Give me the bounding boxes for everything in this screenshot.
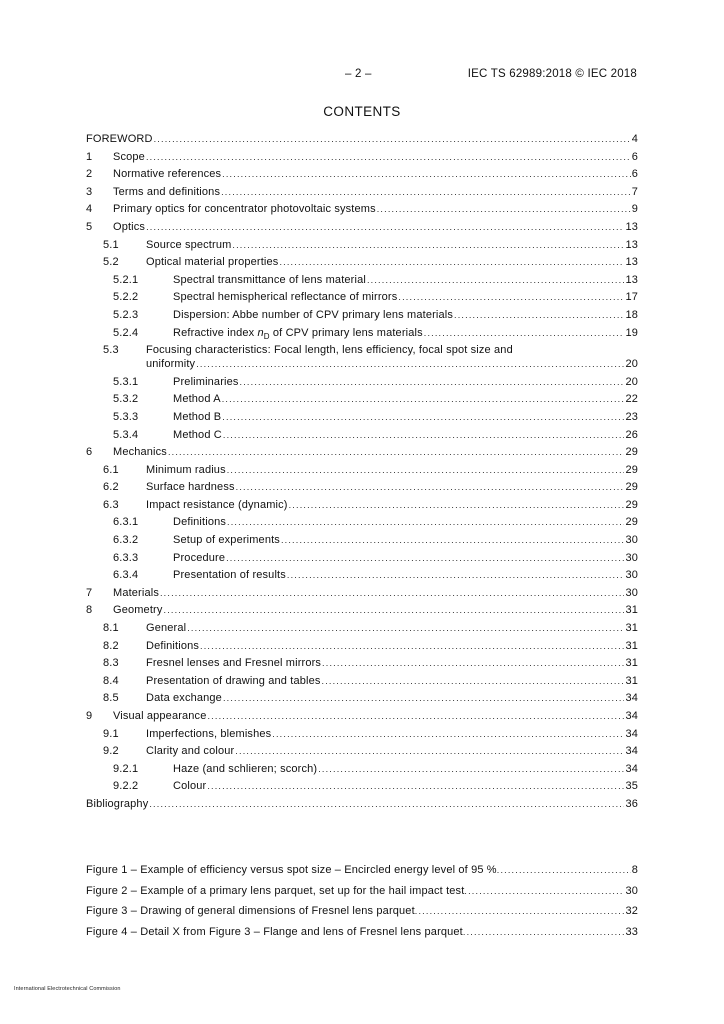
toc-entry-number: 5.1 — [103, 238, 119, 251]
toc-entry-text: Bibliography — [86, 796, 149, 814]
table-of-contents — [86, 131, 638, 814]
toc-entry-page: 34 — [625, 745, 638, 758]
dot-leader — [154, 131, 631, 149]
toc-entry-text: Colour — [173, 778, 207, 796]
toc-entry-page: 29 — [625, 481, 638, 494]
toc-entry-number: 5.2.3 — [113, 308, 139, 321]
toc-entry-text: Imperfections, blemishes — [146, 726, 272, 744]
toc-entry-text: Definitions — [173, 514, 227, 532]
dot-leader — [232, 237, 624, 255]
toc-entry-page: 4 — [631, 133, 638, 145]
toc-entry-page: 13 — [625, 238, 638, 251]
toc-entry-text: Minimum radius — [146, 462, 227, 480]
toc-entry-page: 29 — [625, 498, 638, 511]
toc-entry[interactable] — [86, 585, 638, 603]
toc-entry-page: 30 — [625, 569, 638, 582]
toc-entry-text: Method B — [173, 409, 222, 427]
figure-caption: Figure 2 – Example of a primary lens parquet, set up for the hail impact test — [86, 884, 465, 897]
toc-entry-page: 13 — [625, 273, 638, 286]
toc-entry-text: Optics — [113, 219, 146, 237]
toc-entry-text: Method A — [173, 391, 222, 409]
toc-entry-page: 26 — [625, 428, 638, 441]
toc-entry-page: 29 — [625, 516, 638, 529]
dot-leader — [424, 325, 625, 343]
toc-entry-number: 9.2 — [103, 745, 119, 758]
figure-list-entry[interactable] — [86, 881, 638, 902]
toc-entry-page: 35 — [625, 780, 638, 793]
toc-entry-text: Primary optics for concentrator photovoltaic systems — [113, 201, 377, 219]
figure-page: 30 — [625, 884, 638, 897]
toc-entry-number: 8.4 — [103, 674, 119, 687]
toc-entry-text: Surface hardness — [146, 479, 236, 497]
toc-entry-page: 17 — [625, 291, 638, 304]
refractive-index-subscript: D — [263, 331, 270, 341]
dot-leader — [146, 149, 631, 167]
toc-entry[interactable] — [86, 427, 638, 445]
toc-entry-text-part: Refractive index — [173, 326, 258, 339]
dot-leader — [196, 356, 624, 374]
toc-entry-page: 30 — [625, 551, 638, 564]
toc-entry-text: Spectral hemispherical reflectance of mirrors — [173, 289, 398, 307]
dot-leader — [318, 761, 624, 779]
figure-caption: Figure 3 – Drawing of general dimensions of Fresnel lens parquet — [86, 905, 415, 917]
document-reference: IEC TS 62989:2018 © IEC 2018 — [467, 68, 637, 80]
toc-entry-number: 5.3.4 — [113, 428, 139, 441]
toc-entry-text: Visual appearance — [113, 708, 207, 726]
toc-entry[interactable] — [86, 532, 638, 550]
toc-entry-text: Preliminaries — [173, 374, 240, 392]
toc-entry-text: Focusing characteristics: Focal length, lens efficiency, focal spot size and — [146, 342, 514, 360]
toc-entry-wrapped[interactable] — [86, 342, 638, 356]
dot-leader — [463, 922, 625, 943]
toc-entry-page: 31 — [625, 639, 638, 652]
dot-leader — [322, 673, 625, 691]
toc-entry-page: 6 — [631, 150, 638, 163]
toc-entry-page: 18 — [625, 308, 638, 321]
toc-entry-number: 5 — [86, 220, 93, 233]
toc-entry[interactable] — [86, 462, 638, 480]
toc-entry-text: uniformity — [146, 356, 196, 374]
dot-leader — [235, 743, 624, 761]
dot-leader — [222, 391, 625, 409]
toc-entry-text: Normative references — [113, 166, 222, 184]
toc-entry-page: 34 — [625, 710, 638, 722]
toc-entry-text: Spectral transmittance of lens material — [173, 272, 367, 290]
toc-entry[interactable] — [86, 131, 638, 149]
list-of-figures — [86, 860, 638, 942]
toc-entry[interactable] — [86, 219, 638, 237]
toc-entry[interactable] — [86, 391, 638, 409]
figure-list-entry[interactable] — [86, 901, 638, 922]
figure-caption: Figure 4 – Detail X from Figure 3 – Flange and lens of Fresnel lens parquet — [86, 925, 463, 938]
dot-leader — [187, 620, 624, 638]
toc-entry-text: Data exchange — [146, 690, 223, 708]
toc-entry-text: Source spectrum — [146, 237, 232, 255]
toc-entry-text: Materials — [113, 585, 160, 603]
toc-entry-number: 8.2 — [103, 639, 119, 652]
toc-entry-number: 5.3.3 — [113, 410, 139, 423]
toc-entry[interactable] — [86, 184, 638, 202]
toc-entry-text: Presentation of drawing and tables — [146, 673, 322, 691]
toc-entry-page: 13 — [625, 220, 638, 233]
toc-entry[interactable] — [86, 690, 638, 708]
dot-leader — [289, 497, 625, 515]
toc-entry[interactable] — [86, 796, 638, 814]
toc-entry-number: 6.1 — [103, 463, 119, 476]
toc-entry[interactable] — [86, 254, 638, 272]
dot-leader — [272, 726, 624, 744]
figure-page: 33 — [625, 925, 638, 938]
dot-leader — [160, 585, 624, 603]
dot-leader — [226, 550, 624, 568]
toc-entry-text: Dispersion: Abbe number of CPV primary lens materials — [173, 307, 454, 325]
toc-entry-text-part: of CPV primary lens materials — [269, 326, 423, 339]
toc-entry-number: 8.5 — [103, 692, 119, 705]
toc-entry-number: 5.2.4 — [113, 326, 139, 339]
dot-leader — [287, 567, 625, 585]
toc-entry[interactable] — [86, 550, 638, 568]
figure-page: 8 — [631, 864, 638, 876]
toc-entry-text: Clarity and colour — [146, 743, 235, 761]
toc-entry[interactable] — [86, 743, 638, 761]
toc-entry-number: 9.2.2 — [113, 780, 139, 793]
dot-leader — [227, 462, 625, 480]
toc-entry-text: Setup of experiments — [173, 532, 281, 550]
toc-entry-number: 5.2.1 — [113, 273, 139, 286]
toc-entry-text: Haze (and schlieren; scorch) — [173, 761, 318, 779]
toc-entry[interactable] — [86, 514, 638, 532]
dot-leader — [207, 778, 624, 796]
toc-entry-page: 31 — [625, 657, 638, 670]
dot-leader — [281, 532, 625, 550]
dot-leader — [223, 690, 625, 708]
toc-entry-page: 36 — [625, 797, 638, 810]
toc-entry-page: 7 — [631, 185, 638, 198]
toc-entry[interactable] — [86, 356, 638, 374]
toc-entry[interactable] — [86, 602, 638, 620]
toc-entry-number: 9.1 — [103, 727, 119, 740]
toc-entry-text: Optical material properties — [146, 254, 279, 272]
toc-entry-text: FOREWORD — [86, 131, 154, 149]
toc-entry-number: 4 — [86, 203, 93, 216]
toc-entry-number: 8 — [86, 604, 93, 617]
toc-entry[interactable] — [86, 655, 638, 673]
toc-entry-number: 9.2.1 — [113, 762, 139, 775]
toc-entry[interactable] — [86, 237, 638, 255]
toc-entry-page: 9 — [631, 203, 638, 216]
toc-entry-text: Fresnel lenses and Fresnel mirrors — [146, 655, 322, 673]
toc-entry-text: Presentation of results — [173, 567, 287, 585]
toc-entry-page: 31 — [625, 604, 638, 617]
dot-leader — [207, 708, 624, 726]
toc-entry-number: 2 — [86, 168, 93, 181]
toc-entry-page: 30 — [625, 534, 638, 547]
contents-title: CONTENTS — [323, 104, 401, 119]
toc-entry-number: 9 — [86, 710, 93, 722]
toc-entry-text: General — [146, 620, 187, 638]
toc-entry-page: 34 — [625, 727, 638, 740]
toc-entry-page: 29 — [625, 446, 638, 459]
toc-entry-page: 20 — [625, 375, 638, 388]
toc-entry[interactable] — [86, 289, 638, 307]
toc-entry[interactable] — [86, 708, 638, 726]
toc-entry-page: 23 — [625, 410, 638, 423]
refractive-index-symbol: n — [257, 326, 264, 339]
toc-entry[interactable] — [86, 479, 638, 497]
toc-entry-page: 29 — [625, 463, 638, 476]
page-number: – 2 – — [345, 68, 372, 80]
toc-entry-number: 8.3 — [103, 657, 119, 670]
toc-entry-number: 5.3 — [103, 344, 119, 357]
toc-entry[interactable] — [86, 444, 638, 462]
toc-entry[interactable] — [86, 497, 638, 515]
toc-entry-page: 31 — [625, 674, 638, 687]
toc-entry-number: 6.3.1 — [113, 516, 139, 529]
dot-leader — [227, 514, 624, 532]
dot-leader — [454, 307, 624, 325]
dot-leader — [464, 881, 624, 902]
toc-entry-page: 34 — [625, 692, 638, 705]
toc-entry-text: Definitions — [146, 638, 200, 656]
toc-entry-text: Scope — [113, 149, 146, 167]
toc-entry[interactable] — [86, 761, 638, 779]
toc-entry[interactable] — [86, 166, 638, 184]
toc-entry-number: 6.2 — [103, 481, 119, 494]
dot-leader — [367, 272, 625, 290]
toc-entry[interactable] — [86, 567, 638, 585]
toc-entry[interactable] — [86, 272, 638, 290]
publisher-footer: International Electrotechnical Commission — [14, 986, 121, 992]
toc-entry-page: 34 — [625, 762, 638, 775]
dot-leader — [236, 479, 625, 497]
toc-entry-page: 20 — [625, 358, 638, 371]
dot-leader — [415, 901, 625, 922]
toc-entry-page: 6 — [631, 168, 638, 181]
dot-leader — [398, 289, 624, 307]
dot-leader — [146, 219, 624, 237]
dot-leader — [221, 184, 631, 202]
toc-entry[interactable] — [86, 726, 638, 744]
toc-entry-number: 6 — [86, 446, 93, 459]
toc-entry-text: Impact resistance (dynamic) — [146, 497, 289, 515]
figure-list-entry[interactable] — [86, 860, 638, 881]
toc-entry-page: 30 — [625, 586, 638, 599]
toc-entry[interactable] — [86, 673, 638, 691]
dot-leader — [223, 427, 625, 445]
toc-entry-number: 6.3.4 — [113, 569, 139, 582]
toc-entry-number: 1 — [86, 150, 93, 163]
dot-leader — [222, 166, 631, 184]
toc-entry-page: 19 — [625, 326, 638, 339]
dot-leader — [164, 602, 625, 620]
toc-entry-number: 6.3.2 — [113, 534, 139, 547]
dot-leader — [149, 796, 624, 814]
toc-entry[interactable] — [86, 638, 638, 656]
toc-entry-text: Geometry — [113, 602, 164, 620]
toc-entry-text: Procedure — [173, 550, 226, 568]
toc-entry[interactable] — [86, 374, 638, 392]
toc-entry-text: Mechanics — [113, 444, 168, 462]
toc-entry-page: 13 — [625, 256, 638, 269]
toc-entry-number: 5.2 — [103, 256, 119, 269]
toc-entry[interactable] — [86, 149, 638, 167]
dot-leader — [377, 201, 631, 219]
dot-leader — [168, 444, 625, 462]
toc-entry-text: Method C — [173, 427, 223, 445]
toc-entry-number: 8.1 — [103, 622, 119, 635]
toc-entry-number: 5.2.2 — [113, 291, 139, 304]
dot-leader — [222, 409, 624, 427]
toc-entry-number: 5.3.2 — [113, 393, 139, 406]
dot-leader — [497, 860, 631, 881]
toc-entry[interactable] — [86, 325, 638, 343]
toc-entry[interactable] — [86, 201, 638, 219]
toc-entry[interactable] — [86, 307, 638, 325]
dot-leader — [240, 374, 625, 392]
toc-entry-page: 22 — [625, 393, 638, 406]
toc-entry-number: 5.3.1 — [113, 375, 139, 388]
dot-leader — [322, 655, 624, 673]
toc-entry[interactable] — [86, 778, 638, 796]
dot-leader — [279, 254, 624, 272]
figure-list-entry[interactable] — [86, 922, 638, 943]
toc-entry-number: 7 — [86, 586, 93, 599]
toc-entry[interactable] — [86, 409, 638, 427]
figure-page: 32 — [625, 905, 638, 917]
toc-entry-page: 31 — [625, 622, 638, 635]
toc-entry[interactable] — [86, 620, 638, 638]
toc-entry-number: 6.3 — [103, 498, 119, 511]
dot-leader — [200, 638, 624, 656]
figure-caption: Figure 1 – Example of efficiency versus spot size – Encircled energy level of 95 % — [86, 864, 497, 876]
toc-entry-number: 3 — [86, 185, 93, 198]
page-header — [0, 68, 724, 84]
toc-entry-number: 6.3.3 — [113, 551, 139, 564]
toc-entry-text: Terms and definitions — [113, 184, 221, 202]
